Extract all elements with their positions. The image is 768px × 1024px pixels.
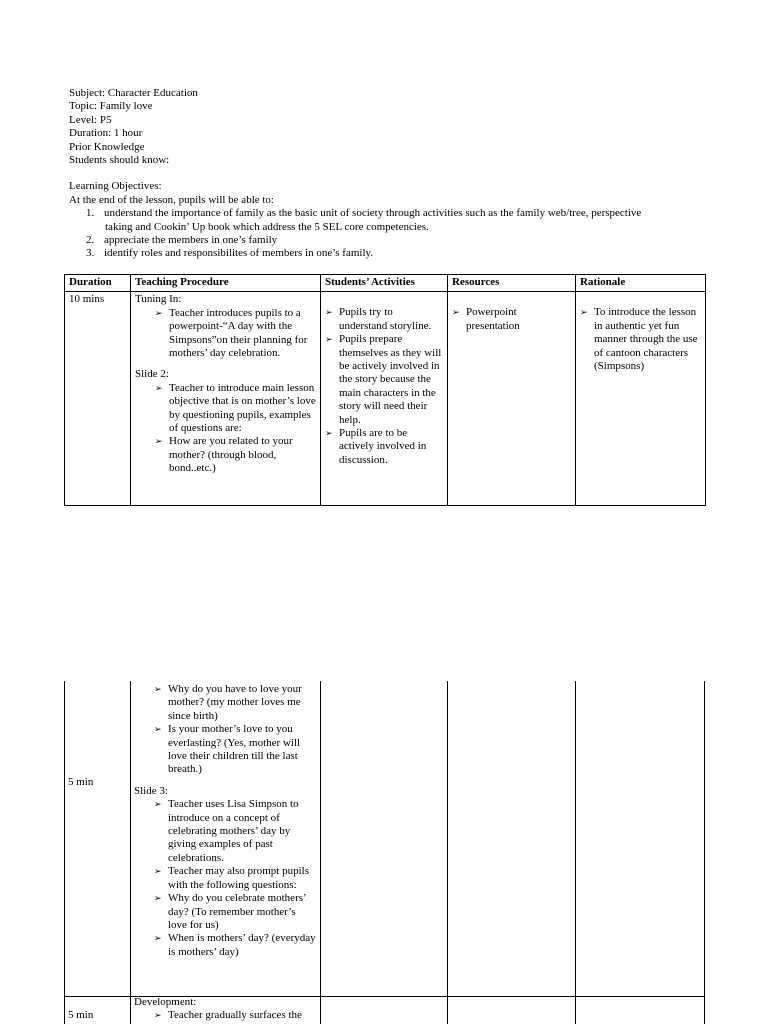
list-item [154, 932, 316, 959]
arrow-bullet-icon: ➢ [154, 684, 162, 694]
column-border [130, 681, 131, 1024]
students-should-know-line: Students should know: [69, 154, 170, 167]
tuning-in-list [155, 307, 316, 361]
list-item [154, 798, 316, 865]
arrow-bullet-icon: ➢ [155, 307, 163, 318]
objective-number: 1. [86, 207, 95, 220]
arrow-bullet-icon: ➢ [154, 724, 162, 735]
column-header-students-activities: Students’ Activities [321, 275, 448, 292]
objective-item [69, 207, 709, 234]
objective-text: understand the importance of family as the basic unit of society through activities such as the family web/tree, perspective [104, 207, 642, 220]
arrow-bullet-icon: ➢ [325, 334, 333, 345]
arrow-bullet-icon: ➢ [325, 428, 333, 439]
prior-knowledge-line: Prior Knowledge [69, 140, 145, 153]
objective-item [69, 247, 709, 260]
duration-cell: 5 min [68, 1009, 94, 1021]
list-item [580, 306, 701, 373]
list-item [325, 333, 443, 427]
arrow-bullet-icon: ➢ [325, 307, 333, 318]
lesson-plan-table [64, 274, 706, 506]
list-item [154, 865, 316, 892]
arrow-bullet-icon: ➢ [155, 436, 163, 447]
list-item-text: Pupils prepare themselves as they will be actively involved in the story because the main characters in the story will need their help. [339, 333, 442, 426]
arrow-bullet-icon: ➢ [154, 933, 162, 944]
lesson-header [69, 87, 709, 261]
list-item [154, 723, 316, 777]
objectives-list [69, 207, 709, 261]
column-border [447, 681, 448, 1024]
arrow-bullet-icon: ➢ [154, 866, 162, 877]
column-header-duration: Duration [65, 275, 131, 292]
list-item-text: Teacher uses Lisa Simpson to introduce on a concept of celebrating mothers’ day by giving examples of past celebrations. [168, 798, 299, 864]
arrow-bullet-icon: ➢ [452, 307, 460, 318]
column-border [704, 681, 705, 1024]
teaching-procedure-cell [134, 683, 316, 959]
table-continuation [64, 681, 705, 1024]
column-border [575, 681, 576, 1024]
students-activities-cell [321, 292, 448, 506]
list-item-text: Powerpoint presentation [466, 306, 520, 332]
list-item [154, 1009, 316, 1022]
objective-number: 2. [86, 234, 95, 247]
slide-2-label: Slide 2: [135, 368, 169, 381]
list-item-text: Why do you celebrate mothers’ day? (To remember mother’s love for us) [168, 892, 306, 931]
tuning-in-label: Tuning In: [135, 293, 182, 306]
list-item-text: Is your mother’s love to you everlasting? (Yes, mother will love their children till the last breath.) [168, 723, 301, 776]
column-border [64, 681, 65, 1024]
learning-objectives-heading: Learning Objectives: [69, 180, 162, 193]
duration-cell: 10 mins [65, 292, 131, 506]
arrow-bullet-icon: ➢ [155, 382, 163, 393]
arrow-bullet-icon: ➢ [154, 893, 162, 904]
level-line: Level: P5 [69, 113, 112, 126]
objective-text: appreciate the members in one’s family [104, 234, 278, 247]
arrow-bullet-icon: ➢ [580, 307, 588, 318]
objective-text-cont: taking and Cookin’ Up book which address the 5 SEL core competencies. [105, 220, 429, 233]
list-item [155, 435, 316, 475]
column-border [320, 681, 321, 1024]
objective-number: 3. [86, 247, 95, 260]
list-item [155, 307, 316, 361]
list-item-text: Teacher to introduce main lesson objective that is on mother’s love by questioning pupils, examples of questions are: [169, 381, 316, 435]
activities-list [325, 306, 443, 467]
list-item [325, 306, 443, 333]
teaching-procedure-cell [131, 292, 321, 506]
objective-text: identify roles and responsibilites of members in one’s family. [104, 247, 374, 260]
development-list [154, 1009, 316, 1022]
duration-line: Duration: 1 hour [69, 127, 143, 140]
development-label: Development: [134, 996, 197, 1008]
list-item-text: Why do you have to love your mother? (my mother loves me since birth) [168, 683, 302, 722]
arrow-bullet-icon: ➢ [154, 1010, 162, 1021]
list-item-text: Pupils are to be actively involved in discussion. [339, 427, 427, 466]
rationale-list [580, 306, 701, 373]
column-header-rationale: Rationale [576, 275, 706, 292]
slide-3-list [154, 798, 316, 959]
list-item-text: When is mothers’ day? (everyday is mothers’ day) [168, 932, 316, 958]
slide-3-label: Slide 3: [134, 784, 168, 797]
rationale-cell [576, 292, 706, 506]
subject-line: Subject: Character Education [69, 87, 198, 99]
resources-cell [448, 292, 576, 506]
list-item-text: Teacher gradually surfaces the [168, 1009, 302, 1022]
table-header-row [65, 275, 706, 292]
objectives-intro: At the end of the lesson, pupils will be able to: [69, 193, 274, 206]
question-list [154, 683, 316, 777]
list-item-text: Pupils try to understand storyline. [339, 306, 432, 332]
list-item-text: Teacher introduces pupils to a powerpoint-“A day with the Simpsons”on their planning for mothers’ day celebration. [169, 306, 308, 360]
slide-2-list [155, 382, 316, 476]
duration-cell: 5 min [68, 776, 94, 788]
list-item [155, 382, 316, 436]
list-item [325, 427, 443, 467]
column-header-resources: Resources [448, 275, 576, 292]
column-header-teaching-procedure: Teaching Procedure [131, 275, 321, 292]
list-item [154, 892, 316, 932]
topic-line: Topic: Family love [69, 100, 153, 113]
teaching-procedure-cell [134, 996, 316, 1023]
list-item [154, 683, 316, 723]
list-item [452, 306, 571, 333]
arrow-bullet-icon: ➢ [154, 799, 162, 810]
list-item-text: To introduce the lesson in authentic yet fun manner through the use of cantoon characters (Simpsons) [594, 306, 698, 373]
resources-list [452, 306, 571, 333]
objective-item [69, 234, 709, 247]
table-row [65, 292, 706, 506]
list-item-text: How are you related to your mother? (through blood, bond..etc.) [169, 435, 293, 475]
list-item-text: Teacher may also prompt pupils with the following questions: [168, 865, 309, 891]
